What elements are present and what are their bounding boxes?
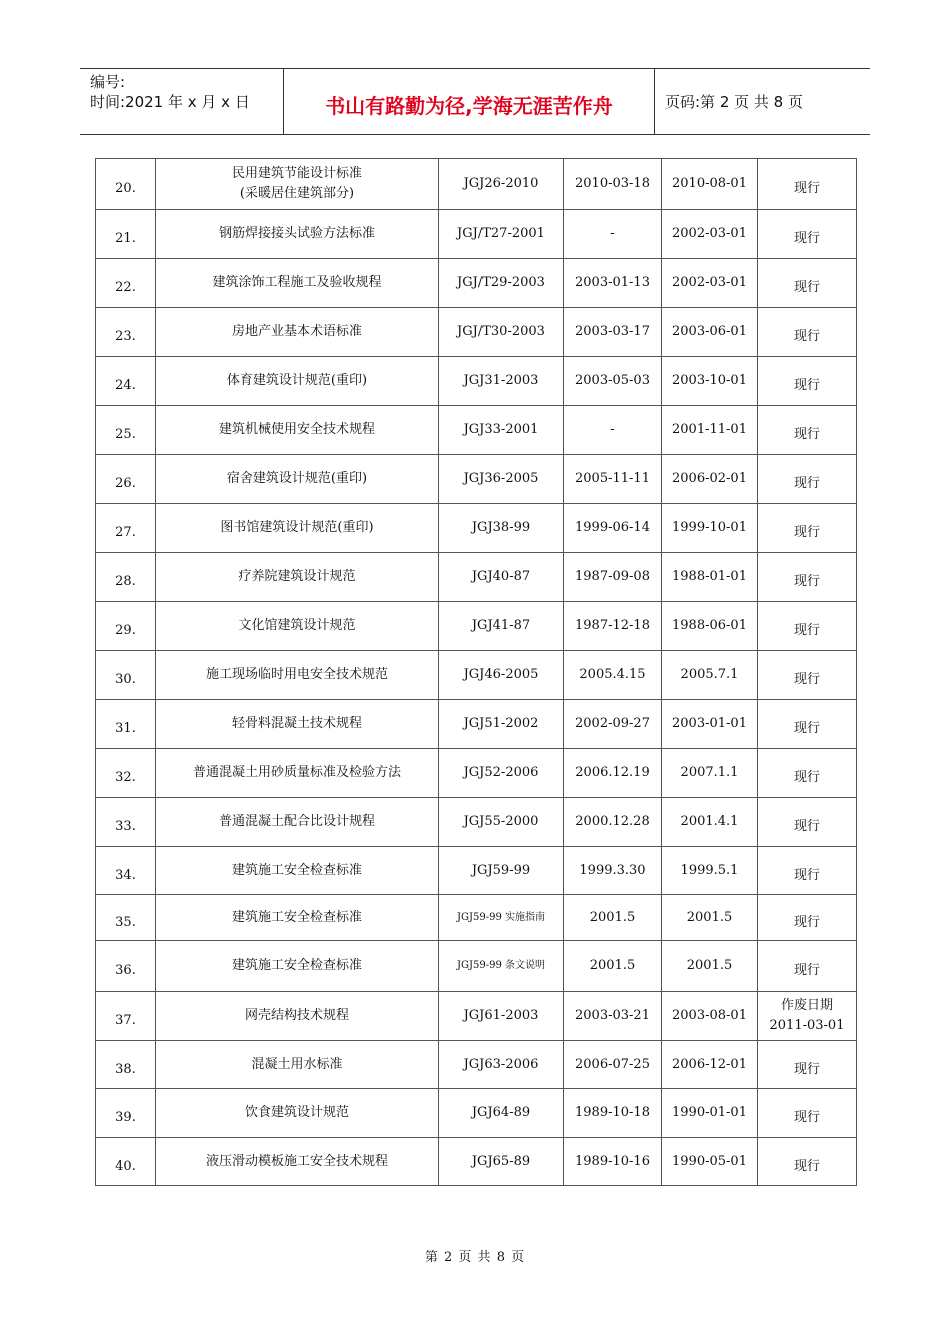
approval-date-text: 2006.12.19 (575, 765, 650, 780)
row-number-text: 36. (115, 963, 136, 978)
table-row (96, 1089, 857, 1138)
status (758, 798, 857, 847)
approval-date-text: 1999-06-14 (575, 520, 650, 535)
effective-date (662, 651, 758, 700)
effective-date-text: 1988-06-01 (672, 618, 747, 633)
standard-code (439, 159, 564, 210)
approval-date-text: 1999.3.30 (579, 862, 646, 878)
standard-code-text: JGJ52-2006 (463, 765, 539, 780)
table-row (96, 798, 857, 847)
row-number-text: 25. (115, 427, 136, 442)
status (758, 553, 857, 602)
standard-name (156, 210, 439, 259)
row-number (96, 553, 156, 602)
approval-date (564, 259, 662, 308)
standard-name-text: 施工现场临时用电安全技术规范 (205, 667, 388, 682)
table-row (96, 602, 857, 651)
status-text: 现行 (793, 525, 820, 540)
row-number (96, 210, 156, 259)
effective-date-text: 2002-03-01 (672, 275, 747, 290)
table-row (96, 406, 857, 455)
standard-code-text: JGJ/T29-2003 (457, 275, 545, 290)
effective-date-text: 2003-01-01 (672, 716, 747, 731)
standard-code-text: JGJ/T30-2003 (457, 324, 545, 339)
table-row (96, 1041, 857, 1089)
effective-date-text: 2007.1.1 (680, 765, 739, 780)
status-text: 现行 (793, 623, 820, 638)
standard-name (156, 259, 439, 308)
standard-name-text: 混凝土用水标准 (251, 1056, 343, 1072)
status (758, 210, 857, 259)
standard-code (439, 602, 564, 651)
standard-code-text: JGJ59-99 实施指南 (456, 911, 545, 923)
status-text: 现行 (793, 181, 820, 196)
standard-code-text: JGJ65-89 (471, 1153, 531, 1169)
status-text: 现行 (793, 280, 820, 295)
standard-code (439, 210, 564, 259)
row-number (96, 1138, 156, 1186)
standard-name-text: 建筑涂饰工程施工及验收规程 (212, 275, 382, 290)
approval-date-text: 2000.12.28 (575, 814, 650, 829)
header-meta (80, 69, 284, 134)
approval-date-text: 2005-11-11 (575, 471, 650, 486)
approval-date (564, 847, 662, 895)
row-number (96, 992, 156, 1041)
effective-date-text: 2010-08-01 (672, 176, 747, 191)
standard-code (439, 504, 564, 553)
standard-name (156, 455, 439, 504)
status-text: 现行 (793, 1110, 820, 1125)
approval-date-text: 2006-07-25 (575, 1056, 650, 1072)
approval-date (564, 504, 662, 553)
row-number (96, 651, 156, 700)
standard-code (439, 941, 564, 992)
effective-date-text: 2002-03-01 (672, 226, 747, 241)
standard-code (439, 798, 564, 847)
standard-code (439, 308, 564, 357)
row-number-text: 29. (115, 623, 136, 638)
approval-date-text: 2001.5 (589, 958, 636, 973)
table-row (96, 1138, 857, 1186)
standard-code (439, 1089, 564, 1138)
approval-date (564, 1041, 662, 1089)
standard-name-text: 房地产业基本术语标准 (231, 324, 362, 339)
status (758, 504, 857, 553)
status-text: 现行 (793, 867, 820, 883)
effective-date (662, 210, 758, 259)
standards-table (95, 158, 857, 1186)
standards-table-body (96, 159, 857, 1186)
page-footer: 第 2 页 共 8 页 (424, 1250, 526, 1265)
status (758, 651, 857, 700)
effective-date (662, 1138, 758, 1186)
table-row (96, 651, 857, 700)
status-text: 现行 (793, 574, 820, 589)
standard-code (439, 992, 564, 1041)
row-number (96, 308, 156, 357)
table-row (96, 749, 857, 798)
standard-code (439, 749, 564, 798)
status-text: 现行 (793, 329, 820, 344)
status-text: 现行 (793, 721, 820, 736)
status-text: 现行 (793, 476, 820, 491)
standard-name (156, 1041, 439, 1089)
status (758, 455, 857, 504)
table-row (96, 455, 857, 504)
standard-code-text: JGJ40-87 (471, 569, 531, 584)
row-number-text: 33. (115, 819, 136, 834)
table-row (96, 259, 857, 308)
row-number-text: 32. (115, 770, 136, 785)
approval-date (564, 798, 662, 847)
status (758, 259, 857, 308)
table-row (96, 504, 857, 553)
status-text: 现行 (793, 1061, 820, 1077)
approval-date-text: 1989-10-18 (575, 1105, 650, 1120)
table-row (96, 308, 857, 357)
approval-date (564, 895, 662, 941)
standard-code-text: JGJ33-2001 (463, 422, 539, 437)
standard-name (156, 602, 439, 651)
effective-date-text: 2001.4.1 (680, 814, 739, 829)
status (758, 1089, 857, 1138)
table-row (96, 992, 857, 1041)
standard-code (439, 700, 564, 749)
approval-date (564, 308, 662, 357)
approval-date (564, 159, 662, 210)
status-text: 现行 (793, 770, 820, 785)
standard-name-text: 建筑施工安全检查标准 (231, 909, 362, 925)
approval-date-text: 2001.5 (589, 909, 636, 925)
row-number-text: 31. (115, 721, 136, 736)
approval-date (564, 992, 662, 1041)
approval-date-text: - (610, 226, 615, 241)
approval-date-text: 1987-09-08 (575, 569, 650, 584)
status-text: 现行 (793, 378, 820, 393)
row-number (96, 749, 156, 798)
approval-date-text: 2003-01-13 (575, 275, 650, 290)
standard-name (156, 308, 439, 357)
effective-date (662, 1041, 758, 1089)
standard-name (156, 895, 439, 941)
effective-date (662, 504, 758, 553)
row-number (96, 406, 156, 455)
row-number-text: 21. (115, 231, 136, 246)
standard-code-text: JGJ55-2000 (463, 814, 539, 829)
effective-date-text: 1999.5.1 (680, 862, 739, 878)
standard-code-text: JGJ61-2003 (463, 1008, 539, 1023)
table-row (96, 941, 857, 992)
row-number-text: 26. (115, 476, 136, 491)
approval-date (564, 1138, 662, 1186)
table-row (96, 895, 857, 941)
effective-date-text: 1999-10-01 (672, 520, 747, 535)
effective-date-text: 2005.7.1 (680, 667, 739, 682)
standard-code (439, 895, 564, 941)
standard-code-text: JGJ59-99 (471, 862, 531, 878)
status (758, 308, 857, 357)
status (758, 847, 857, 895)
row-number (96, 455, 156, 504)
effective-date-text: 2003-10-01 (672, 373, 747, 388)
approval-date (564, 651, 662, 700)
standard-name (156, 406, 439, 455)
standard-code-text: JGJ36-2005 (463, 471, 539, 486)
standard-name-text: 图书馆建筑设计规范(重印) (220, 520, 374, 535)
effective-date (662, 749, 758, 798)
row-number-text: 23. (115, 329, 136, 344)
status (758, 1041, 857, 1089)
approval-date-text: 2003-03-21 (575, 1008, 650, 1023)
standard-name (156, 159, 439, 210)
approval-date (564, 406, 662, 455)
effective-date-text: 2006-12-01 (672, 1056, 747, 1072)
status (758, 1138, 857, 1186)
status-text: 现行 (793, 963, 820, 978)
status-text: 现行 (793, 819, 820, 834)
standard-name-text: (采暖居住建筑部分) (239, 186, 355, 201)
status (758, 941, 857, 992)
standard-code (439, 357, 564, 406)
row-number-text: 20. (115, 181, 136, 196)
approval-date (564, 357, 662, 406)
standard-code-text: JGJ46-2005 (463, 667, 539, 682)
approval-date-text: 2003-05-03 (575, 373, 650, 388)
standard-name-text: 钢筋焊接接头试验方法标准 (218, 226, 375, 241)
row-number (96, 357, 156, 406)
status-text: 2011-03-01 (769, 1018, 845, 1033)
row-number (96, 798, 156, 847)
standard-name (156, 504, 439, 553)
standard-code (439, 1041, 564, 1089)
standard-code (439, 651, 564, 700)
standard-code (439, 259, 564, 308)
standard-code-text: JGJ/T27-2001 (457, 226, 545, 241)
standard-name (156, 798, 439, 847)
standard-name-text: 民用建筑节能设计标准 (231, 166, 362, 181)
approval-date (564, 941, 662, 992)
effective-date (662, 159, 758, 210)
standard-code-text: JGJ38-99 (471, 520, 531, 535)
effective-date (662, 1089, 758, 1138)
standard-name-text: 液压滑动模板施工安全技术规程 (205, 1153, 388, 1169)
standard-name-text: 轻骨料混凝土技术规程 (231, 716, 362, 731)
approval-date (564, 1089, 662, 1138)
standard-code-text: JGJ63-2006 (463, 1056, 539, 1072)
row-number (96, 259, 156, 308)
approval-date-text: 2003-03-17 (575, 324, 650, 339)
standard-name-text: 疗养院建筑设计规范 (238, 569, 356, 584)
effective-date (662, 941, 758, 992)
approval-date (564, 553, 662, 602)
approval-date (564, 455, 662, 504)
approval-date-text: 1987-12-18 (575, 618, 650, 633)
effective-date-text: 2001.5 (686, 909, 733, 925)
standard-name (156, 847, 439, 895)
table-row (96, 357, 857, 406)
row-number (96, 941, 156, 992)
standard-code (439, 1138, 564, 1186)
table-row (96, 159, 857, 210)
table-row (96, 700, 857, 749)
standard-code (439, 406, 564, 455)
status-text: 现行 (793, 231, 820, 246)
status (758, 749, 857, 798)
status (758, 406, 857, 455)
standard-code-text: JGJ51-2002 (463, 716, 539, 731)
standard-name-text: 体育建筑设计规范(重印) (226, 373, 368, 388)
header-page-info: 页码:第 2 页 共 8 页 (665, 93, 803, 111)
status (758, 602, 857, 651)
effective-date-text: 1988-01-01 (672, 569, 747, 584)
effective-date (662, 847, 758, 895)
standard-name-text: 饮食建筑设计规范 (244, 1105, 349, 1120)
row-number (96, 504, 156, 553)
row-number (96, 847, 156, 895)
row-number (96, 700, 156, 749)
approval-date-text: 2010-03-18 (575, 176, 650, 191)
effective-date (662, 308, 758, 357)
page-header (80, 68, 870, 135)
status-text: 现行 (793, 672, 820, 687)
approval-date (564, 210, 662, 259)
standard-code (439, 455, 564, 504)
row-number-text: 27. (115, 525, 136, 540)
row-number-text: 24. (115, 378, 136, 393)
approval-date-text: 1989-10-16 (575, 1153, 650, 1169)
standard-name-text: 建筑机械使用安全技术规程 (218, 422, 375, 437)
row-number (96, 1041, 156, 1089)
standard-name-text: 建筑施工安全检查标准 (231, 862, 362, 878)
status (758, 357, 857, 406)
effective-date-text: 2001.5 (686, 958, 733, 973)
effective-date (662, 602, 758, 651)
status (758, 159, 857, 210)
standard-name-text: 普通混凝土配合比设计规程 (218, 814, 375, 829)
row-number-text: 40. (115, 1158, 136, 1174)
status-text: 现行 (793, 1158, 820, 1174)
standard-name (156, 553, 439, 602)
effective-date (662, 798, 758, 847)
approval-date-text: 2005.4.15 (579, 667, 646, 682)
table-row (96, 210, 857, 259)
standard-name-text: 普通混凝土用砂质量标准及检验方法 (192, 765, 401, 780)
status (758, 895, 857, 941)
approval-date-text: 2002-09-27 (575, 716, 650, 731)
header-motto: 书山有路勤为径,学海无涯苦作舟 (284, 69, 655, 134)
effective-date (662, 553, 758, 602)
serial-label: 编号: (90, 73, 126, 91)
row-number (96, 895, 156, 941)
approval-date-text: - (610, 422, 615, 437)
standard-code (439, 553, 564, 602)
row-number (96, 602, 156, 651)
standard-name (156, 700, 439, 749)
effective-date-text: 2003-06-01 (672, 324, 747, 339)
effective-date (662, 455, 758, 504)
table-row (96, 553, 857, 602)
effective-date-text: 2003-08-01 (672, 1008, 747, 1023)
standard-name (156, 992, 439, 1041)
row-number-text: 22. (115, 280, 136, 295)
effective-date (662, 357, 758, 406)
standard-code (439, 847, 564, 895)
effective-date-text: 1990-01-01 (672, 1105, 747, 1120)
row-number (96, 1089, 156, 1138)
row-number-text: 39. (115, 1110, 136, 1125)
standard-code-text: JGJ64-89 (471, 1105, 531, 1120)
standard-code-text: JGJ26-2010 (463, 176, 539, 191)
effective-date-text: 1990-05-01 (672, 1153, 747, 1169)
approval-date (564, 602, 662, 651)
standard-code-text: JGJ31-2003 (463, 373, 539, 388)
row-number-text: 30. (115, 672, 136, 687)
approval-date (564, 749, 662, 798)
effective-date-text: 2006-02-01 (672, 471, 747, 486)
standard-code-text: JGJ59-99 条文说明 (456, 960, 545, 971)
standard-name-text: 宿舍建筑设计规范(重印) (226, 471, 368, 486)
effective-date (662, 992, 758, 1041)
time-label: 时间:2021 年 x 月 x 日 (90, 93, 250, 111)
standard-name (156, 1089, 439, 1138)
effective-date (662, 406, 758, 455)
standard-code-text: JGJ41-87 (471, 618, 531, 633)
effective-date (662, 259, 758, 308)
standard-name (156, 357, 439, 406)
effective-date (662, 700, 758, 749)
row-number (96, 159, 156, 210)
row-number-text: 35. (115, 914, 136, 930)
approval-date (564, 700, 662, 749)
effective-date (662, 895, 758, 941)
standard-name-text: 建筑施工安全检查标准 (231, 958, 362, 973)
standard-name (156, 1138, 439, 1186)
standard-name-text: 网壳结构技术规程 (244, 1008, 349, 1023)
row-number-text: 28. (115, 574, 136, 589)
row-number-text: 38. (115, 1061, 136, 1077)
standard-name-text: 文化馆建筑设计规范 (238, 618, 356, 633)
status (758, 992, 857, 1041)
status-text: 现行 (793, 914, 820, 930)
table-row (96, 847, 857, 895)
standard-name (156, 651, 439, 700)
standard-name (156, 749, 439, 798)
status-text: 现行 (793, 427, 820, 442)
row-number-text: 37. (115, 1013, 136, 1028)
status (758, 700, 857, 749)
effective-date-text: 2001-11-01 (672, 422, 747, 437)
standard-name (156, 941, 439, 992)
status-text: 作废日期 (780, 998, 833, 1013)
row-number-text: 34. (115, 867, 136, 883)
